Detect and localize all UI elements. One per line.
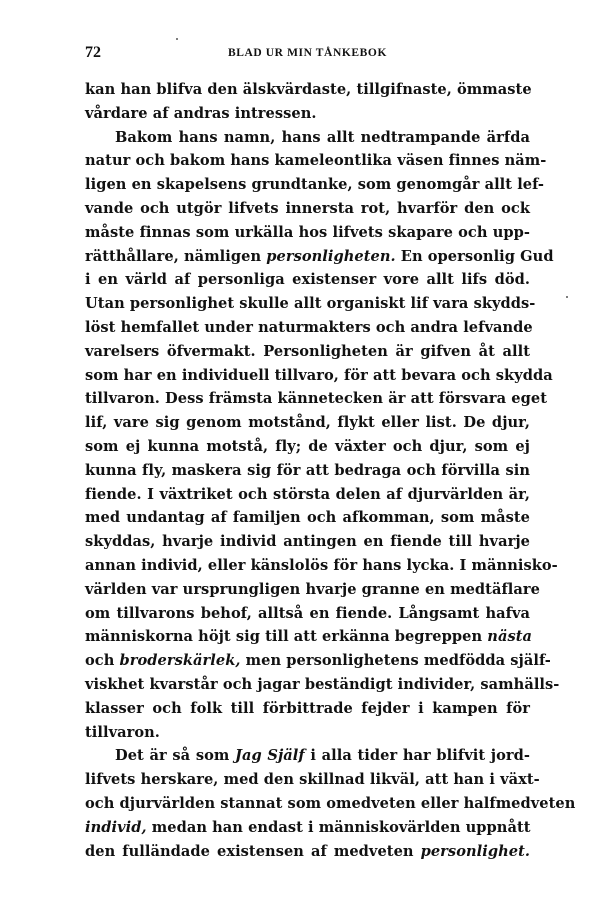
text-line: kunna fly, maskera sig för att bedraga och förvilla sin <box>85 461 530 479</box>
text-line: vande och utgör lifvets innersta rot, hvarför den ock <box>85 199 530 217</box>
text-line: den fulländade existensen af medveten personlighet. <box>85 842 530 860</box>
text-line: Bakom hans namn, hans allt nedtrampande ärfda <box>115 128 530 146</box>
emphasis: personligheten. <box>266 247 396 265</box>
text-line: vårdare af andras intressen. <box>85 104 317 122</box>
text-line: med undantag af familjen och afkomman, som måste <box>85 509 530 527</box>
text-line: Utan personlighet skulle allt organiskt lif vara skydds- <box>85 295 536 313</box>
text-line: lif, vare sig genom motstånd, flykt eller list. De djur, <box>85 414 530 432</box>
text-line: människorna höjt sig till att erkänna begreppen nästa <box>85 628 533 646</box>
text-line: ligen en skapelsens grundtanke, som genomgår allt lef- <box>85 176 545 194</box>
emphasis: Jag Själf <box>235 747 305 765</box>
emphasis: personlighet. <box>420 842 530 860</box>
emphasis: individ, <box>85 818 147 836</box>
body-text <box>85 78 576 863</box>
text-line: och broderskärlek, men personlighetens medfödda själf- <box>85 652 551 670</box>
text-line: om tillvarons behof, alltså en fiende. Långsamt hafva <box>85 604 530 622</box>
text-line: löst hemfallet under naturmakters och andra lefvande <box>85 318 533 336</box>
page-header <box>85 44 530 64</box>
text-line: fiende. I växtriket och största delen af djurvärlden är, <box>85 485 530 503</box>
text-line: världen var ursprungligen hvarje granne en medtäflare <box>85 580 540 598</box>
ink-speck <box>176 38 178 40</box>
text-line: rätthållare, nämligen personligheten. En opersonlig Gud <box>85 247 554 265</box>
text-line: och djurvärlden stannat som omedveten eller halfmedveten <box>85 794 576 812</box>
text-line: måste finnas som urkälla hos lifvets skapare och upp- <box>85 223 530 241</box>
text-line: som har en individuell tillvaro, för att bevara och skydda <box>85 366 553 384</box>
text-line: natur och bakom hans kameleontlika väsen finnes näm- <box>85 152 547 170</box>
ink-speck <box>566 296 568 298</box>
text-line: kan han blifva den älskvärdaste, tillgifnaste, ömmaste <box>85 81 532 98</box>
text-line: viskhet kvarstår och jagar beständigt individer, samhälls- <box>85 675 560 693</box>
text-line: skyddas, hvarje individ antingen en fiende till hvarje <box>85 533 530 551</box>
text-line: lifvets herskare, med den skillnad likväl, att han i växt- <box>85 771 540 789</box>
page-number: 72 <box>85 44 101 61</box>
text-line: i en värld af personliga existenser vore allt lifs död. <box>85 271 530 289</box>
running-title: BLAD UR MIN TÅNKEBOK <box>227 47 388 59</box>
text-line: individ, medan han endast i människovärlden uppnått <box>85 818 531 836</box>
emphasis: nästa <box>487 628 533 646</box>
text-line: tillvaron. Dess främsta kännetecken är att försvara eget <box>85 390 548 408</box>
text-line: Det är så som Jag Själf i alla tider har blifvit jord- <box>115 747 530 765</box>
emphasis: broderskärlek, <box>119 652 241 670</box>
text-line: varelsers öfvermakt. Personligheten är gifven åt allt <box>85 342 530 360</box>
text-line: klasser och folk till förbittrade fejder i kampen för <box>85 699 530 717</box>
text-line: som ej kunna motstå, fly; de växter och djur, som ej <box>85 437 530 455</box>
text-line: tillvaron. <box>85 723 160 741</box>
text-line: annan individ, eller känslolös för hans lycka. I människo- <box>85 556 558 574</box>
